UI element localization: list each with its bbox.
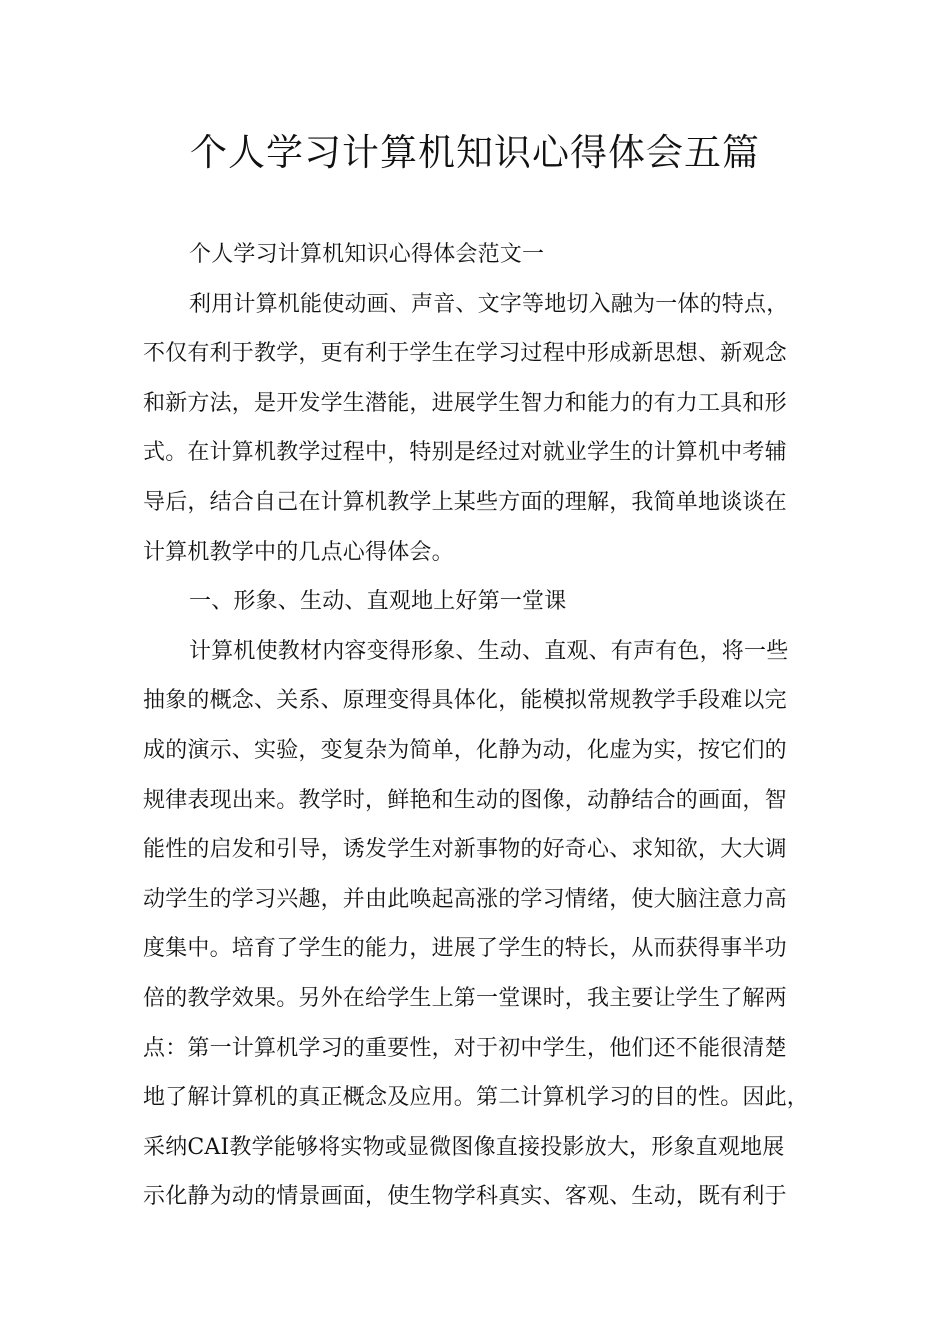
paragraph-line: 地了解计算机的真正概念及应用。第二计算机学习的目的性。因此， bbox=[143, 1085, 810, 1111]
paragraph-line: 动学生的学习兴趣，并由此唤起高涨的学习情绪，使大脑注意力高 bbox=[143, 886, 787, 912]
document-body bbox=[143, 230, 808, 1222]
paragraph-line: 倍的教学效果。另外在给学生上第一堂课时，我主要让学生了解两 bbox=[143, 985, 787, 1011]
paragraph-line: 导后，结合自己在计算机教学上某些方面的理解，我简单地谈谈在 bbox=[143, 489, 787, 515]
paragraph-line: 点：第一计算机学习的重要性，对于初中学生，他们还不能很清楚 bbox=[143, 1035, 787, 1061]
document-title: 个人学习计算机知识心得体会五篇 bbox=[190, 131, 760, 174]
section-heading-sample-one: 个人学习计算机知识心得体会范文一 bbox=[189, 242, 545, 267]
paragraph-line: 示化静为动的情景画面，使生物学科真实、客观、生动，既有利于 bbox=[143, 1184, 787, 1210]
paragraph-line: 规律表现出来。教学时，鲜艳和生动的图像，动静结合的画面，智 bbox=[143, 787, 787, 813]
paragraph-line: 式。在计算机教学过程中，特别是经过对就业学生的计算机中考辅 bbox=[143, 440, 787, 466]
paragraph-line: 利用计算机能使动画、声音、文字等地切入融为一体的特点， bbox=[189, 291, 789, 317]
paragraph-line: 度集中。培育了学生的能力，进展了学生的特长，从而获得事半功 bbox=[143, 936, 787, 962]
paragraph-line: 计算机教学中的几点心得体会。 bbox=[143, 539, 454, 565]
paragraph-line: 成的演示、实验，变复杂为简单，化静为动，化虚为实，按它们的 bbox=[143, 737, 787, 763]
paragraph-line: 和新方法，是开发学生潜能，进展学生智力和能力的有力工具和形 bbox=[143, 390, 787, 416]
paragraph-line: 计算机使教材内容变得形象、生动、直观、有声有色，将一些 bbox=[189, 638, 789, 664]
paragraph-line: 抽象的概念、关系、原理变得具体化，能模拟常规教学手段难以完 bbox=[143, 688, 787, 714]
paragraph-line: 采纳CAI教学能够将实物或显微图像直接投影放大，形象直观地展 bbox=[143, 1134, 785, 1160]
paragraph-line: 不仅有利于教学，更有利于学生在学习过程中形成新思想、新观念 bbox=[143, 341, 787, 367]
paragraph-line: 能性的启发和引导，诱发学生对新事物的好奇心、求知欲，大大调 bbox=[143, 837, 787, 863]
section-heading-first-lesson: 一、形象、生动、直观地上好第一堂课 bbox=[189, 589, 567, 615]
